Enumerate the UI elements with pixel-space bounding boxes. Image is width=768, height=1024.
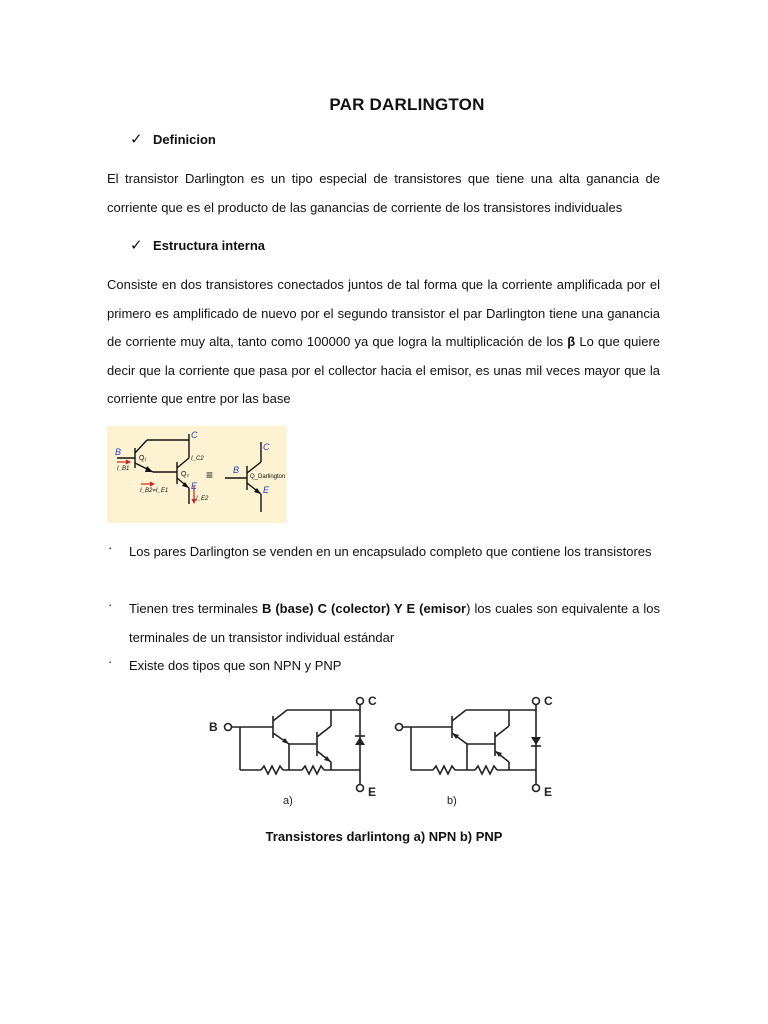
page-title: PAR DARLINGTON: [329, 95, 485, 114]
beta-symbol: β: [567, 334, 576, 349]
darlington-diagram-svg: [107, 426, 287, 523]
paragraph-estructura: [107, 271, 660, 414]
bullet-dot: ·: [108, 654, 113, 669]
label-q1: Q₁: [139, 455, 147, 462]
darlington-diagram: [107, 426, 287, 523]
label-b: B: [115, 447, 122, 457]
npn-pnp-diagram-svg: [205, 690, 565, 810]
paragraph-estructura-part1: Consiste en dos transistores conectados juntos de tal forma que la corriente amplificada por el primero es amplificado de nuevo por el segundo transistor el par Darlington tiene una ganancia de corriente muy alta, tanto como 100000 ya que logra la multiplicación de los: [107, 277, 660, 349]
label-b-right: B: [233, 465, 240, 475]
label-ie2: I_E2: [196, 496, 209, 502]
bullet-item-1: [129, 538, 660, 567]
label-e-right: E: [263, 485, 270, 495]
label-c-pnp: C: [544, 694, 553, 708]
label-ib1: I_B1: [117, 466, 130, 472]
bullet-dot: ·: [108, 597, 113, 612]
figure-caption: Transistores darlintong a) NPN b) PNP: [265, 829, 503, 844]
bullet-item-3: [129, 652, 660, 681]
label-c-right: C: [263, 442, 270, 452]
bullet-dot: ·: [108, 540, 113, 555]
label-ic2: I_C2: [191, 456, 204, 462]
section-estructura: [130, 236, 265, 255]
checkmark-icon: ✓: [130, 131, 143, 148]
equivalence-symbol: ≡: [206, 468, 214, 482]
section-heading-estructura: Estructura interna: [153, 238, 266, 253]
checkmark-icon: ✓: [130, 237, 143, 254]
paragraph-estructura-part2: Lo que quiere decir que la corriente que pasa por el collector hacia el emisor, es unas mil veces mayor que la corriente que entre por las base: [107, 334, 660, 406]
label-e-npn: E: [368, 785, 377, 799]
label-e: E: [191, 481, 198, 491]
label-ib2-ie1: I_B2=I_E1: [140, 488, 169, 494]
bullet-2-text-c: ) los cuales son equivalente a los terminales de un transistor individual estándar: [129, 601, 660, 645]
label-e-pnp: E: [544, 785, 553, 799]
paragraph-definicion: El transistor Darlington es un tipo especial de transistores que tiene una alta ganancia de corriente que es el producto de las ganancias de corriente de los transistores individuales: [107, 171, 660, 215]
bullet-1-text: Los pares Darlington se venden en un encapsulado completo que contiene los transistores: [129, 544, 652, 559]
label-b-npn: B: [209, 720, 218, 734]
label-q2: Q₂: [181, 471, 190, 478]
bullet-2-text-bold: B (base) C (colector) Y E (emisor: [261, 601, 467, 616]
section-heading-definicion: Definicion: [153, 132, 216, 147]
bullet-3-text: Existe dos tipos que son NPN y PNP: [129, 658, 342, 673]
label-c-npn: C: [368, 694, 377, 708]
label-c: C: [191, 430, 198, 440]
label-a: a): [283, 795, 293, 807]
label-b-sub: b): [447, 795, 457, 807]
label-q-darlington: Q_Darlington: [250, 474, 286, 480]
bullet-item-2: [129, 595, 660, 652]
bullet-2-text-a: Tienen tres terminales: [129, 601, 262, 616]
npn-pnp-diagram: [205, 690, 565, 810]
section-definicion: [130, 130, 216, 149]
